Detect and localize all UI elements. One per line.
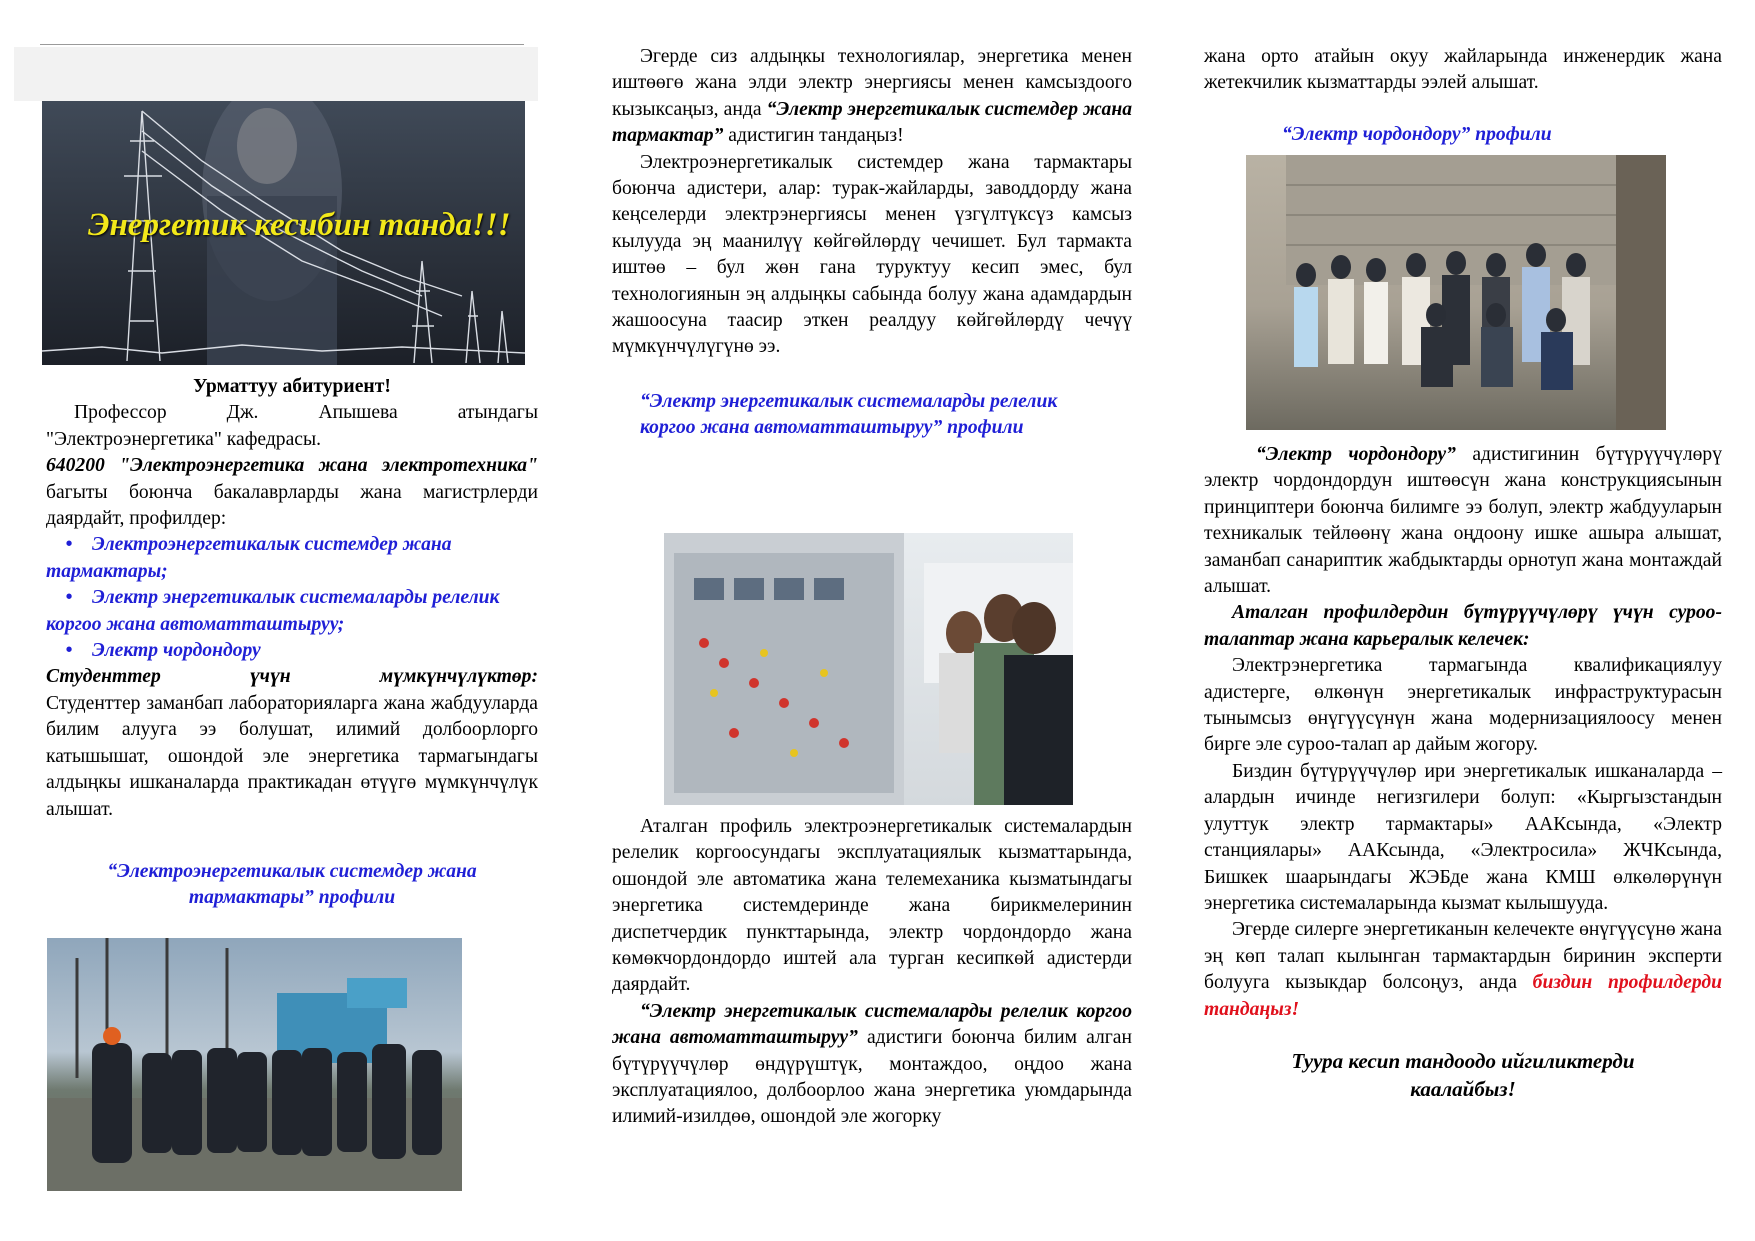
opportunities-heading: Студенттер үчүн мүмкүнчүлүктөр:: [46, 666, 538, 688]
column-1: [46, 374, 538, 911]
column-2-lower: [612, 814, 1132, 1131]
profile2-title: “Электр энергетикалык системаларды релелик коргоо жана автоматташтыруу” профили: [640, 390, 1058, 438]
direction-rest: багыты боюнча бакалаврларды жана магистрлерди даярдайт, профилдер:: [46, 481, 538, 530]
call-to-action-highlight: биздин профилдерди тандаңыз!: [1204, 972, 1723, 1020]
column-3-lower: [1204, 442, 1722, 1103]
profile3-highlight: “Электр чордондору”: [1256, 444, 1456, 465]
profile1-title: “Электроэнергетикалык системдер жана тармактары” профили: [107, 860, 477, 908]
bullet-icon: •: [65, 534, 73, 556]
list-item: • Электр чордондору: [46, 638, 538, 664]
continued-paragraph: жана орто атайын окуу жайларында инженердик жана жетекчилик кызматтарды ээлей алышат.: [1204, 46, 1722, 94]
dept-paragraph: Профессор Дж. Апышева атындагы "Электроэнергетика" кафедрасы.: [46, 402, 538, 450]
graduates-highlight: “Электр энергетикалык системаларды релелик коргоо жана автоматташтыруу”: [612, 1000, 1132, 1049]
list-item: • Электр энергетикалык системаларды релелик коргоо жана автоматташтыруу;: [46, 587, 500, 635]
closing-wish: Туура кесип тандоодо ийгиликтерди каалайбыз!: [1291, 1048, 1635, 1101]
bullet-icon: •: [65, 640, 73, 662]
lab-photo: [664, 533, 1073, 805]
employers-paragraph: Биздин бүтүрүүчүлөр ири энергетикалык ишканаларда – алардын ичинде негизгилери болуп: «Кыргызстандын улуттук электр тармактары» ААКсында, «Электр станциялары» ААКсында, «Электросила» ЖЧКсында, Бишкек шаарындагы ЖЭБде жана КМШ өлкөлөрүнүн энергетика системаларында кызмат кылышууда.: [1204, 760, 1722, 914]
substation-photo: [47, 938, 462, 1191]
opportunities-paragraph: Студенттер заманбап лабораторияларга жана жабдууларда билим алууга ээ болушат, илимий долбоорлорго катышышат, ошондой эле энергетика тармагындагы алдыңкы ишканаларда практикадан өтүүгө мүмкүнчүлүк алышат.: [46, 692, 538, 820]
profile3-paragraph: “Электр чордондору” адистигинин бүтүрүүчүлөрү электр чордондордун иштөөсүн жана конструкциясынын принциптери боюнча билимге ээ болуп, электр жабдууларын техникалык тейлөөнү жана оңдоону ишке ашыра алышат, заманбап санариптик жабдыктарды орнотуп жана монтаждай алышат.: [1204, 444, 1722, 598]
profile3-title: “Электр чордондору” профили: [1282, 123, 1552, 145]
profile2-paragraph: Аталган профиль электроэнергетикалык системалардын релелик коргоосундагы эксплуатациялык кызматтарында, ошондой эле автоматика жана телемеханика кызматындагы энергетика системдеринде жана бирикмелеринин диспетчердик пункттарында, электр чордондордо жана көмөкчордондордо иштей ала турган кесипкөй адистерди даярдайт.: [612, 816, 1132, 996]
intro-highlight: “Электр энергетикалык системдер жана тармактар”: [612, 98, 1133, 147]
lab-illustration: [664, 533, 1073, 805]
demand-paragraph: Электрэнергетика тармагында квалификациялуу адистерге, өлкөнүн энергетикалык инфраструктурасын тынымсыз өнүгүүсүнүн жана модернизациялоосу менен бирге эле суроо-талап ар дайым жогору.: [1204, 655, 1722, 756]
column-3: [1204, 44, 1722, 148]
graduates-paragraph: “Электр энергетикалык системаларды релелик коргоо жана автоматташтыруу” адистиги боюнча билим алган бүтүрүүчүлөр өндүрүштүк, монтаждоо, оңдоо жана эксплуатациялоо, долбоорлоо жана энергетика уюмдарында илимий-изилдөө, ошондой эле жогорку: [612, 1000, 1132, 1128]
substation-illustration: [47, 938, 462, 1191]
direction-paragraph: [46, 453, 538, 532]
group-photo: [1246, 155, 1666, 430]
header-box: [14, 47, 538, 101]
list-item: • Электроэнергетикалык системдер жана тармактары;: [46, 534, 452, 582]
description-paragraph: Электроэнергетикалык системдер жана тармактары боюнча адистери, алар: турак-жайларды, заводдорду жана кеңселерди электрэнергиясы менен үзгүлтүксүз камсыз кылууда эң маанилүү көйгөйлөрдү чечишет. Бул тармакта иштөө – бул жөн гана туруктуу кесип эмес, бул технологиянын эң алдыңкы сабында болуу жана адамдардын жашоосуна таасир эткен реалдуу көйгөйлөрдү чечүү мүмкүнчүлүгүнө ээ.: [612, 151, 1132, 358]
header-rule: [40, 44, 524, 45]
call-to-action-paragraph: Эгерде силерге энергетиканын келечекте өнүгүүсүнө жана эң көп талап кылынган тармактардын биринин эксперти болууга кызыкдар болсоңуз, анда биздин профилдерди тандаңыз!: [1204, 919, 1723, 1020]
profile-list: [46, 532, 538, 664]
career-heading: Аталган профилдердин бүтүрүүчүлөрү үчүн суроо-талаптар жана карьералык келечек:: [1204, 602, 1722, 650]
banner-image: [42, 101, 525, 365]
bullet-icon: •: [65, 587, 73, 609]
direction-code: 640200 "Электроэнергетика жана электротехника": [46, 455, 538, 477]
group-illustration: [1246, 155, 1666, 430]
column-2: [612, 44, 1132, 441]
greeting: Урматтуу абитуриент!: [193, 376, 391, 397]
banner-caption: Энергетик кесибин танда!!!: [88, 207, 511, 243]
intro-paragraph: Эгерде сиз алдыңкы технологиялар, энергетика менен иштөөгө жана элди электр энергиясы менен камсыздоого кызыксаңыз, анда “Электр энергетикалык системдер жана тармактар” адистигин тандаңыз!: [612, 46, 1133, 147]
